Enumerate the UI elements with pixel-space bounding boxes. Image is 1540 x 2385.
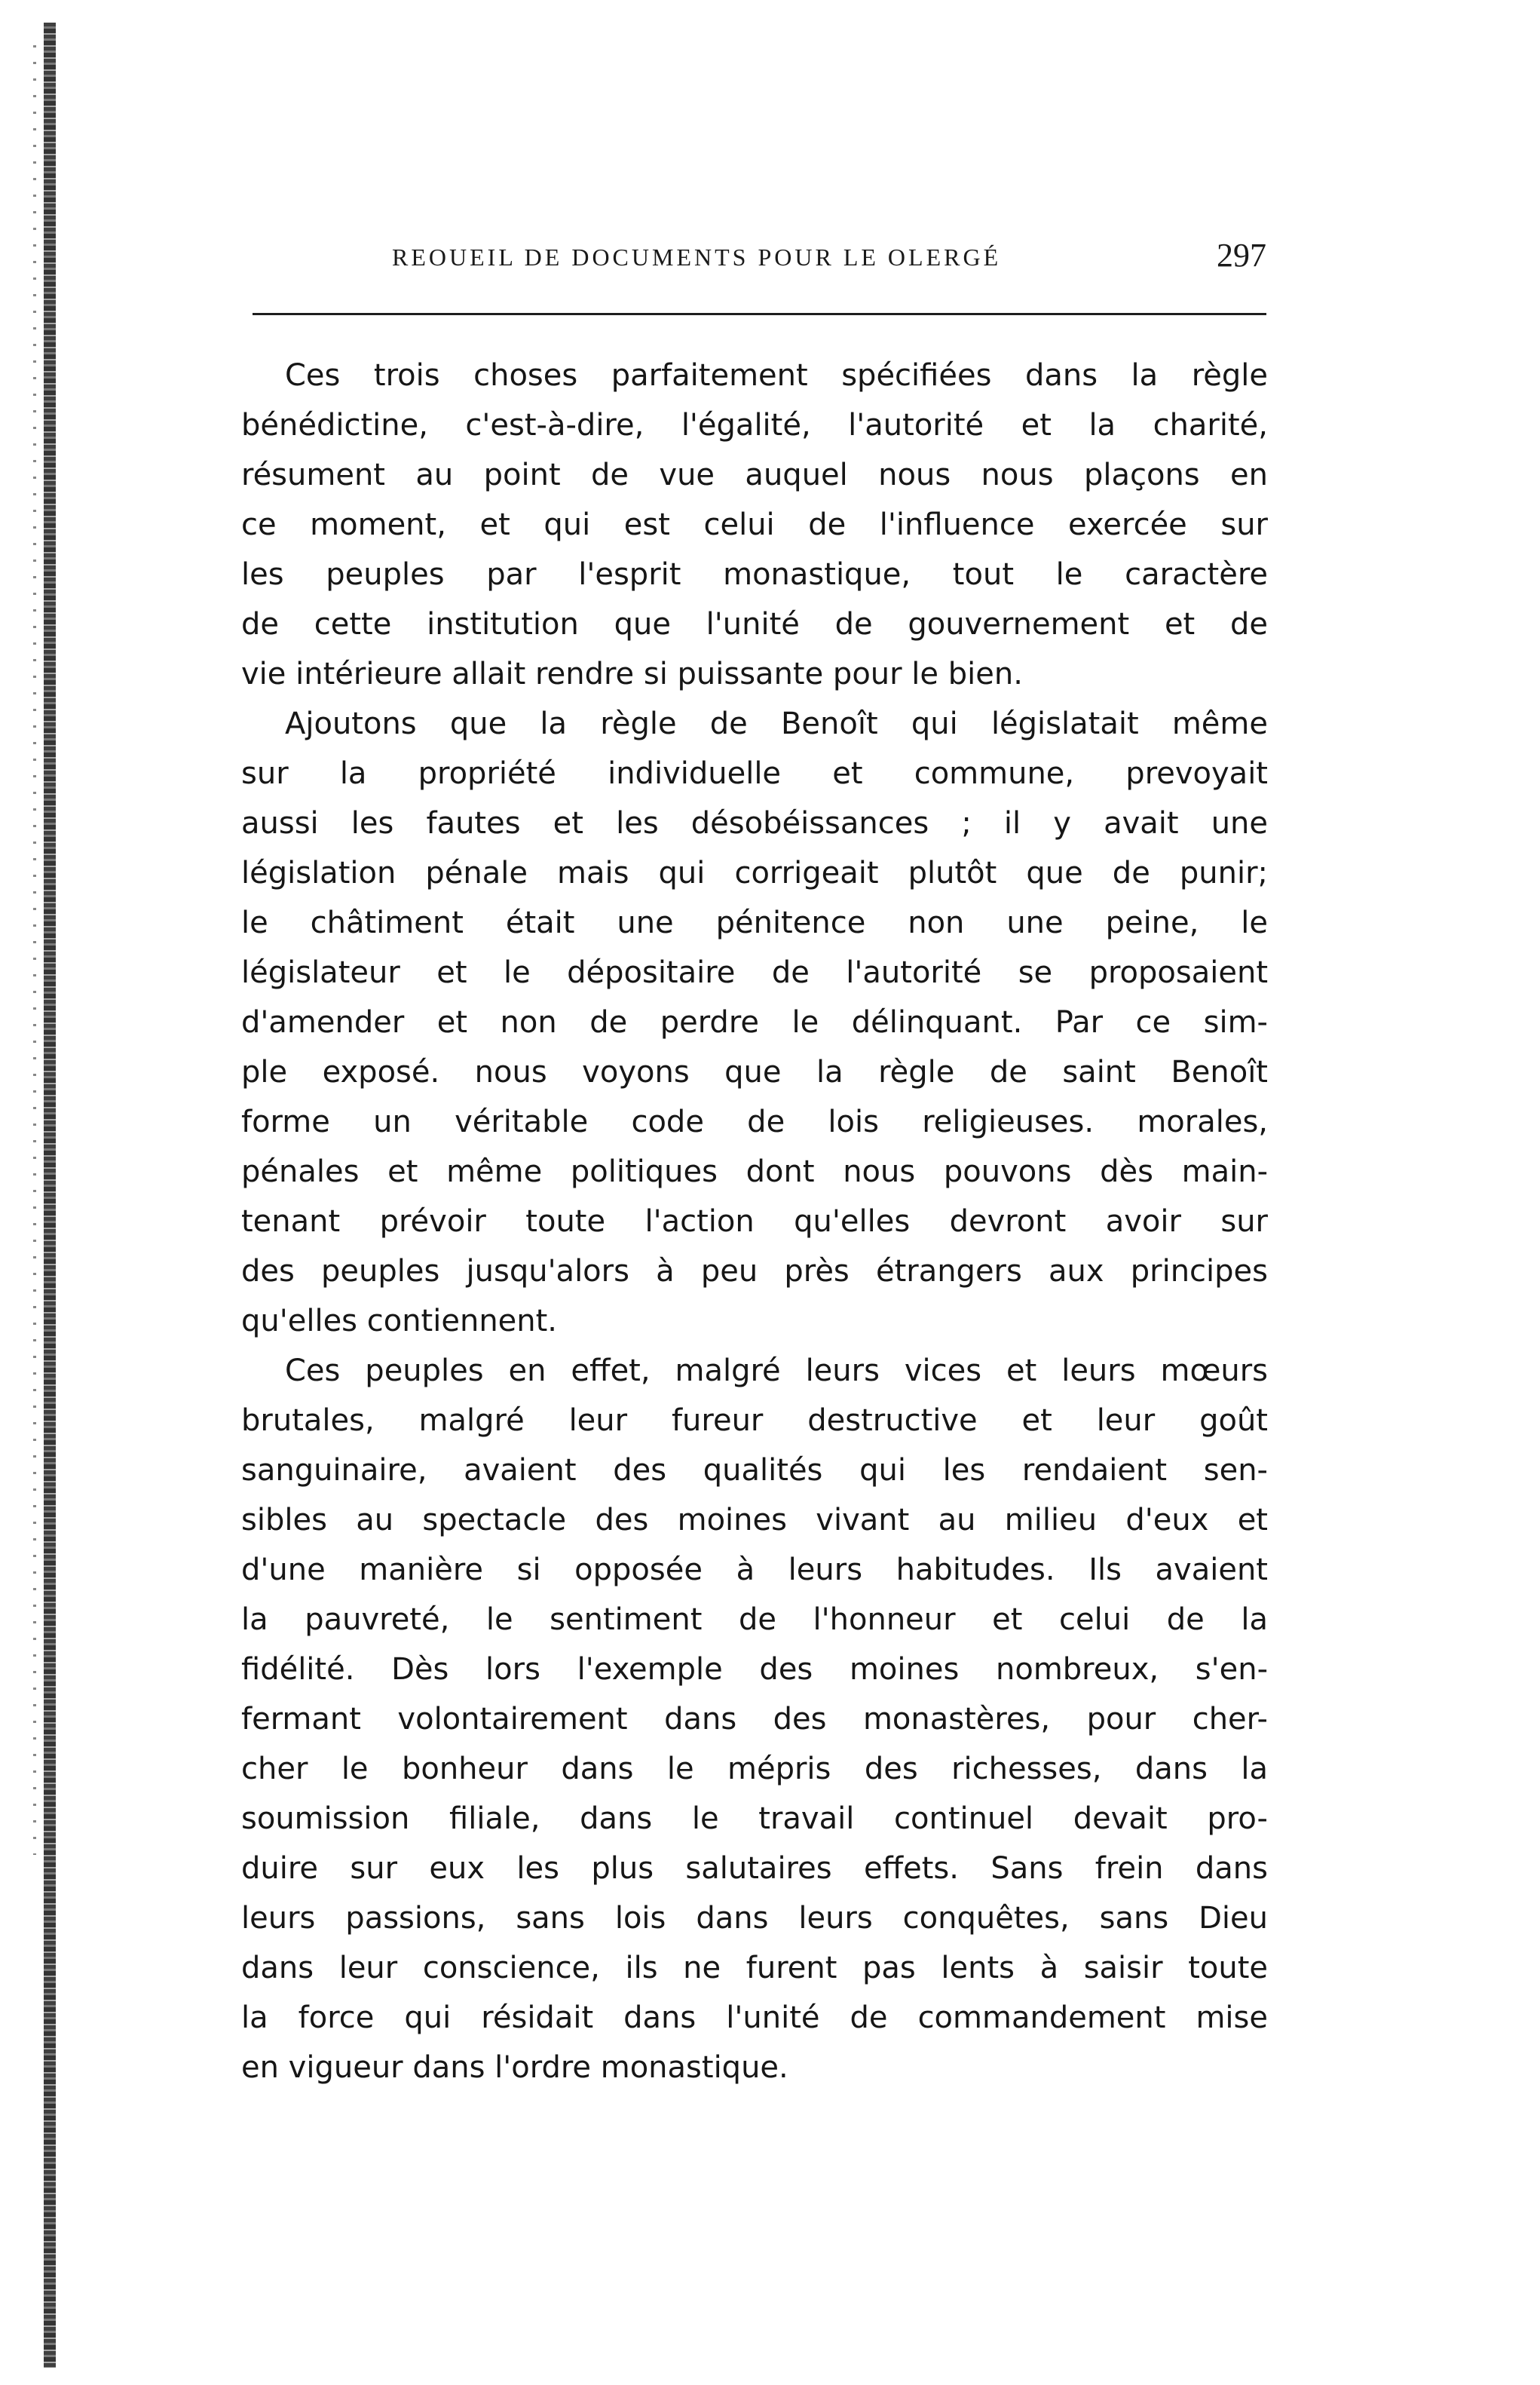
text-line: législation pénale mais qui corrigeait plutôt que de punir; [241, 856, 1268, 891]
text-line: de cette institution que l'unité de gouvernement et de [241, 607, 1268, 642]
text-line: le châtiment était une pénitence non une peine, le [241, 906, 1268, 940]
text-line: qu'elles contiennent. [241, 1304, 558, 1338]
text-line: des peuples jusqu'alors à peu près étrangers aux principes [241, 1254, 1268, 1289]
paragraph [241, 1346, 1268, 2092]
text-line: sibles au spectacle des moines vivant au milieu d'eux et [241, 1503, 1268, 1537]
header-rule [253, 313, 1266, 315]
text-line: vie intérieure allait rendre si puissante pour le bien. [241, 657, 1023, 691]
text-line: cher le bonheur dans le mépris des richesses, dans la [241, 1752, 1268, 1786]
text-line: duire sur eux les plus salutaires effets. Sans frein dans [241, 1851, 1268, 1886]
text-line: les peuples par l'esprit monastique, tout le caractère [241, 557, 1268, 592]
text-line: tenant prévoir toute l'action qu'elles devront avoir sur [241, 1204, 1268, 1239]
text-line: bénédictine, c'est-à-dire, l'égalité, l'autorité et la charité, [241, 408, 1268, 443]
text-line: ce moment, et qui est celui de l'influence exercée sur [241, 507, 1268, 542]
text-line: ple exposé. nous voyons que la règle de saint Benoît [241, 1055, 1268, 1090]
text-line: pénales et même politiques dont nous pouvons dès main- [241, 1154, 1268, 1189]
text-line: d'une manière si opposée à leurs habitudes. Ils avaient [241, 1553, 1268, 1587]
running-header [230, 222, 1266, 275]
text-line: Ces peuples en effet, malgré leurs vices et leurs mœurs [285, 1353, 1268, 1388]
text-line: fermant volontairement dans des monastères, pour cher- [241, 1702, 1268, 1737]
text-line: leurs passions, sans lois dans leurs conquêtes, sans Dieu [241, 1901, 1268, 1936]
text-line: la force qui résidait dans l'unité de commandement mise [241, 2000, 1268, 2035]
book-page [230, 222, 1268, 2085]
body-text [241, 351, 1268, 2092]
text-line: la pauvreté, le sentiment de l'honneur et celui de la [241, 1602, 1268, 1637]
text-line: sur la propriété individuelle et commune, prevoyait [241, 756, 1268, 791]
page-binding-shadow [33, 45, 36, 1855]
text-line: sanguinaire, avaient des qualités qui les rendaient sen- [241, 1453, 1268, 1488]
text-line: aussi les fautes et les désobéissances ; il y avait une [241, 806, 1268, 841]
page-binding-edge [44, 23, 56, 2368]
text-line: résument au point de vue auquel nous nous plaçons en [241, 458, 1268, 492]
running-title: REOUEIL DE DOCUMENTS POUR LE OLERGÉ [392, 244, 1002, 271]
text-line: Ajoutons que la règle de Benoît qui législatait même [285, 707, 1268, 741]
text-line: soumission filiale, dans le travail continuel devait pro- [241, 1801, 1268, 1836]
text-line: fidélité. Dès lors l'exemple des moines nombreux, s'en- [241, 1652, 1268, 1687]
page-number: 297 [1217, 237, 1266, 274]
paragraph [241, 351, 1268, 699]
text-line: d'amender et non de perdre le délinquant. Par ce sim- [241, 1005, 1268, 1040]
text-line: forme un véritable code de lois religieuses. morales, [241, 1105, 1268, 1139]
text-line: brutales, malgré leur fureur destructive et leur goût [241, 1403, 1268, 1438]
text-line: législateur et le dépositaire de l'autorité se proposaient [241, 955, 1268, 990]
paragraph [241, 699, 1268, 1346]
text-line: dans leur conscience, ils ne furent pas lents à saisir toute [241, 1951, 1268, 1985]
text-line: Ces trois choses parfaitement spécifiées dans la règle [285, 358, 1268, 393]
text-line: en vigueur dans l'ordre monastique. [241, 2050, 788, 2085]
